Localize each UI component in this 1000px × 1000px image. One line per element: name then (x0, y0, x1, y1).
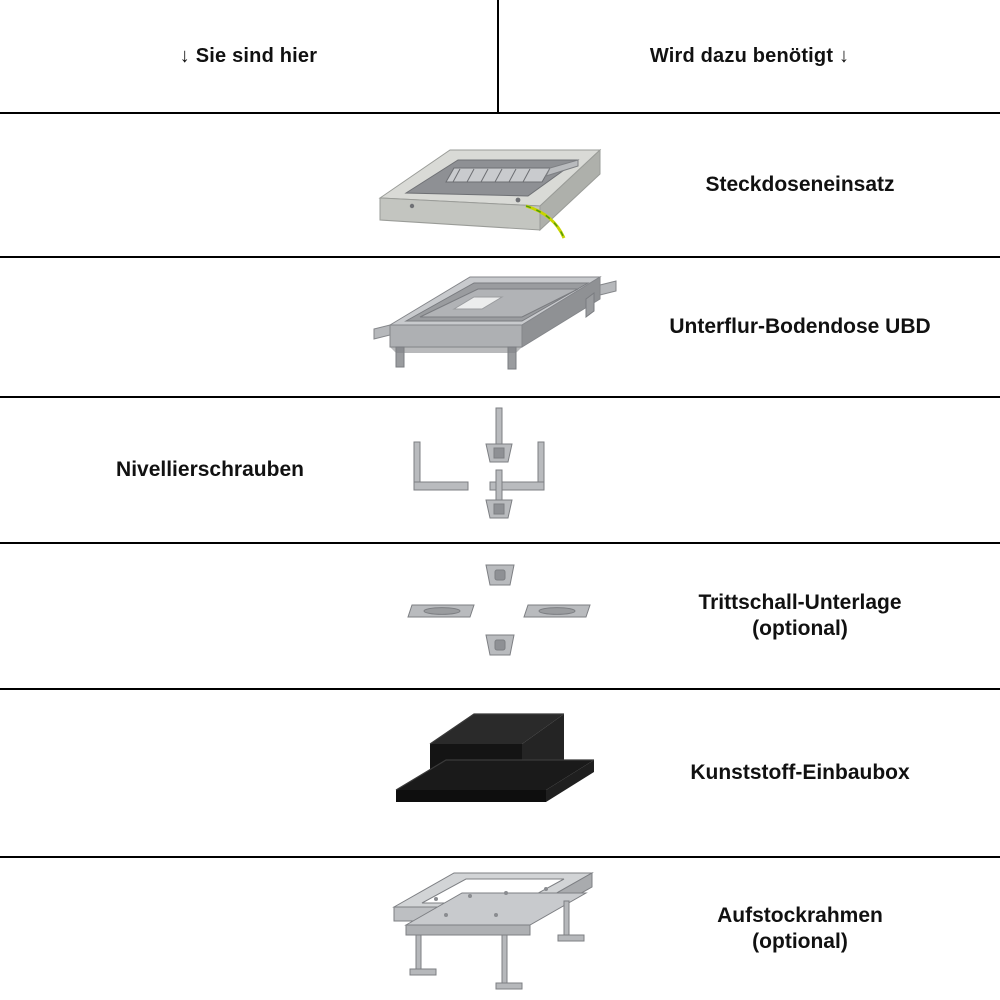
table-header (0, 0, 1000, 112)
table-row (0, 856, 1000, 1000)
levelling-screws-illustration (340, 398, 660, 542)
header-required-for-this: Wird dazu benötigt ↓ (649, 44, 850, 67)
row-label-text: Aufstockrahmen (717, 904, 883, 928)
table-row (0, 542, 1000, 688)
row-label-text: Nivellierschrauben (116, 458, 304, 482)
row-label-text: Trittschall-Unterlage (698, 591, 902, 615)
table-row (0, 112, 1000, 256)
row-label (600, 760, 1000, 786)
header-you-are-here: ↓ Sie sind hier (179, 44, 318, 67)
row-label (600, 903, 1000, 954)
row-label (600, 590, 1000, 641)
row-sublabel-text: (optional) (752, 930, 848, 953)
row-label (600, 172, 1000, 198)
table-row (0, 256, 1000, 396)
table-row (0, 688, 1000, 856)
row-label-text: Kunststoff-Einbaubox (690, 761, 910, 785)
row-sublabel-text: (optional) (752, 617, 848, 640)
row-label-text: Steckdoseneinsatz (705, 173, 895, 197)
row-label-text: Unterflur-Bodendose UBD (669, 315, 931, 339)
row-label (600, 314, 1000, 340)
table-row (0, 396, 1000, 542)
